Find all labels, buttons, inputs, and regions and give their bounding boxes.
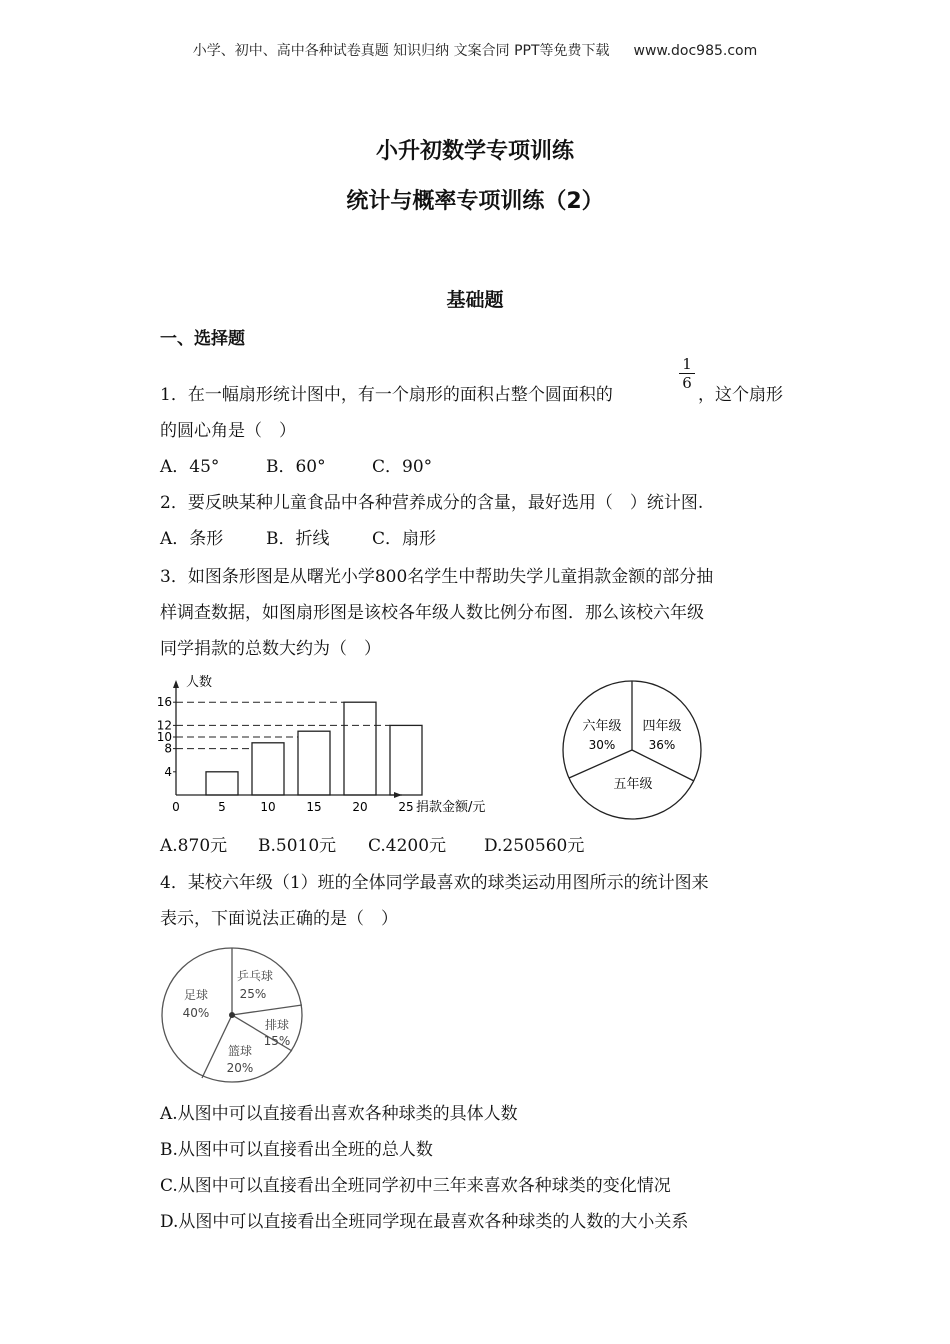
main-title: 小升初数学专项训练 <box>375 139 574 164</box>
bar-y-axis-arrow <box>173 680 179 688</box>
q2-line1: 2．要反映某种儿童食品中各种营养成分的含量，最好选用（ ）统计图. <box>160 493 704 513</box>
q3-line3: 同学捐款的总数大约为（ ） <box>160 639 381 659</box>
q3-option-a: A.870元 <box>160 836 228 856</box>
q2-option-c: C．扇形 <box>372 529 437 549</box>
sports-pct-football: 40% <box>182 1006 210 1020</box>
sports-pie-divider-right <box>232 1005 302 1015</box>
sub-title: 统计与概率专项训练（2） <box>346 189 604 214</box>
sports-pct-basketball: 20% <box>226 1061 254 1075</box>
sports-label-volleyball: 排球 <box>264 1018 290 1032</box>
q1-option-c: C．90° <box>372 457 433 477</box>
sports-pct-pingpong: 25% <box>239 987 267 1001</box>
bar-y-axis-label: 人数 <box>186 675 213 690</box>
q3-option-b: B.5010元 <box>258 836 337 856</box>
q3-option-c: C.4200元 <box>368 836 447 856</box>
q2-options <box>160 528 436 550</box>
q2-option-a: A．条形 <box>160 529 224 549</box>
ball-sports-pie-chart <box>160 945 310 1085</box>
bar-x-tick-label: 0 <box>172 800 180 814</box>
bar-x-axis-label: 捐款金额/元 <box>416 800 486 815</box>
q4-option-a: A.从图中可以直接看出喜欢各种球类的具体人数 <box>160 1104 518 1124</box>
pie-label-grade5: 五年级 <box>613 777 653 792</box>
bar-x-tick-label: 25 <box>398 800 414 814</box>
sports-label-pingpong: 乒乓球 <box>236 969 274 983</box>
q2-option-b: B．折线 <box>266 529 330 549</box>
pie-pct-grade4: 36% <box>648 738 676 752</box>
grade-pie-divider-left <box>569 750 632 778</box>
q1-frac-num: 1 <box>682 355 692 373</box>
header-left-text: 小学、初中、高中各种试卷真题 知识归纳 文案合同 PPT等免费下载 <box>192 43 610 59</box>
bar-y-tick-label: 8 <box>164 741 172 756</box>
bar-x-tick-label: 15 <box>306 800 322 814</box>
bar-rect <box>252 743 284 795</box>
bar-rect <box>344 702 376 795</box>
bar-rect <box>390 725 422 795</box>
q3-option-d: D.250560元 <box>484 836 585 856</box>
section-title: 基础题 <box>446 289 504 311</box>
bar-y-tick-label: 12 <box>156 718 172 733</box>
q1-frac-den: 6 <box>682 374 692 392</box>
q1-text-b: ，这个扇形 <box>698 385 783 405</box>
pie-label-grade4: 四年级 <box>642 719 682 734</box>
q1-text-a: 1．在一幅扇形统计图中，有一个扇形的面积占整个圆面积的 <box>160 385 613 405</box>
part-heading: 一、选择题 <box>160 329 245 349</box>
q3-options <box>160 835 584 857</box>
page-header <box>0 40 950 60</box>
bar-y-tick-label: 4 <box>164 764 172 779</box>
sports-pie-center-dot <box>229 1012 235 1018</box>
pie-label-grade6: 六年级 <box>582 719 622 734</box>
bar-rect <box>206 772 238 795</box>
q4-line1: 4．某校六年级（1）班的全体同学最喜欢的球类运动用图所示的统计图来 <box>160 873 709 893</box>
q1-line2: 的圆心角是（ ） <box>160 421 296 441</box>
q1-option-b: B．60° <box>266 457 326 477</box>
q3-line2: 样调查数据，如图扇形图是该校各年级人数比例分布图．那么该校六年级 <box>160 603 704 623</box>
q3-line1: 3．如图条形图是从曙光小学800名学生中帮助失学儿童捐款金额的部分抽 <box>160 567 714 587</box>
donation-bar-chart <box>155 670 515 820</box>
q1-fraction <box>679 356 695 391</box>
grade-pie-chart <box>560 678 710 828</box>
bar-y-tick-label: 16 <box>156 695 172 710</box>
sports-label-football: 足球 <box>183 988 209 1002</box>
bar-x-tick-label: 20 <box>352 800 368 814</box>
bar-x-tick-label: 5 <box>218 800 226 814</box>
sports-pct-volleyball: 15% <box>263 1034 291 1048</box>
q1-option-a: A．45° <box>160 457 220 477</box>
q4-option-b: B.从图中可以直接看出全班的总人数 <box>160 1140 433 1160</box>
sports-label-basketball: 篮球 <box>227 1044 253 1058</box>
q1-options <box>160 456 432 478</box>
q4-option-c: C.从图中可以直接看出全班同学初中三年来喜欢各种球类的变化情况 <box>160 1176 671 1196</box>
q4-line2: 表示，下面说法正确的是（ ） <box>160 909 398 929</box>
bar-x-tick-label: 10 <box>260 800 276 814</box>
q4-option-d: D.从图中可以直接看出全班同学现在最喜欢各种球类的人数的大小关系 <box>160 1212 689 1232</box>
pie-pct-grade6: 30% <box>588 738 616 752</box>
bar-rect <box>298 731 330 795</box>
bar-y-tick-label: 10 <box>156 730 172 744</box>
header-url[interactable]: www.doc985.com <box>633 43 758 59</box>
q1-line1 <box>160 384 613 406</box>
